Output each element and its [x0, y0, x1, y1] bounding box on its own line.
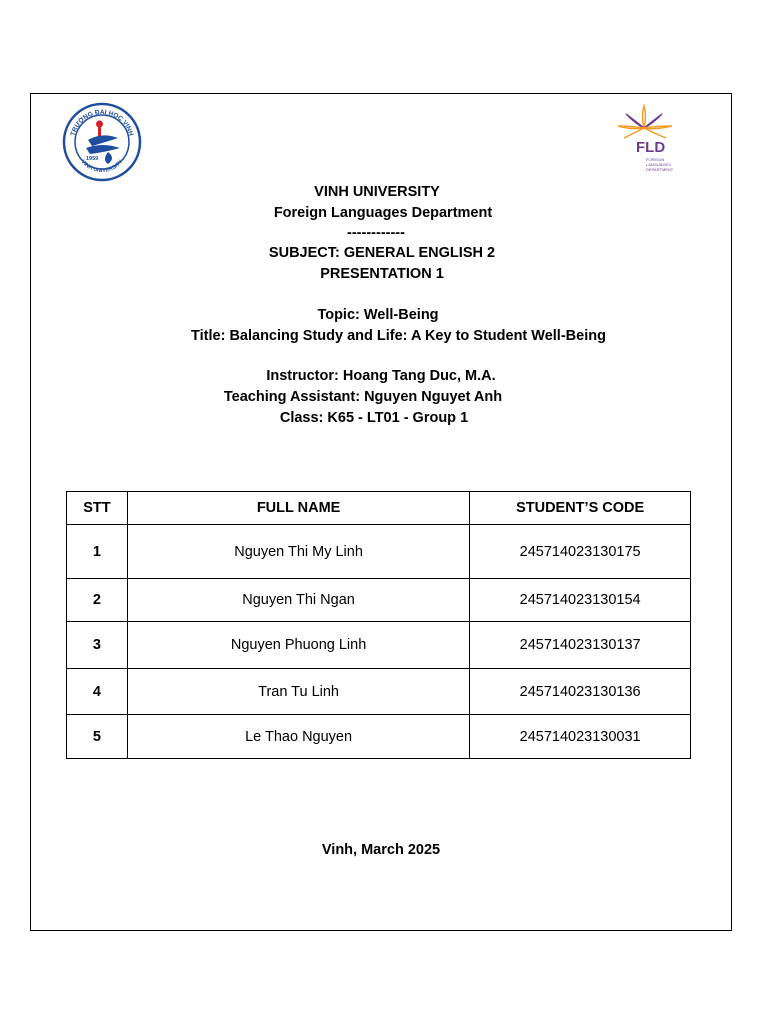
seal-bottom-text: VINH UNIVERSITY: [79, 159, 125, 175]
fld-logo: [614, 104, 692, 176]
university-name: VINH UNIVERSITY: [314, 184, 440, 200]
vinh-university-seal-logo: [62, 102, 142, 182]
table-row: [67, 715, 691, 759]
header-full-name: FULL NAME: [127, 492, 469, 525]
separator-line: ------------: [347, 225, 405, 241]
subject-line: SUBJECT: GENERAL ENGLISH 2: [268, 245, 496, 261]
presentation-line: PRESENTATION 1: [320, 266, 444, 282]
row-full-name: Nguyen Phuong Linh: [127, 622, 469, 669]
row-full-name: Tran Tu Linh: [127, 669, 469, 715]
class-line: Class: K65 - LT01 - Group 1: [279, 410, 469, 426]
svg-text:FOREIGN: FOREIGN: [646, 157, 665, 162]
department-name: Foreign Languages Department: [273, 205, 493, 221]
title-line: Title: Balancing Study and Life: A Key to Student Well-Being: [191, 328, 606, 344]
student-table: [66, 491, 691, 759]
table-header-row: [67, 492, 691, 525]
header-stt: STT: [67, 492, 128, 525]
seal-year: 1959: [86, 156, 99, 162]
table-row: [67, 579, 691, 622]
seal-top-text: TRƯỜNG ĐẠI HỌC VINH: [69, 108, 135, 137]
row-stt: 4: [67, 669, 128, 715]
svg-text:LANGUAGES: LANGUAGES: [646, 162, 671, 167]
row-student-code: 245714023130136: [470, 669, 691, 715]
table-row: [67, 525, 691, 579]
header-student-code: STUDENT’S CODE: [470, 492, 691, 525]
fld-logo-text: FLD: [636, 139, 666, 156]
table-row: [67, 622, 691, 669]
row-student-code: 245714023130031: [470, 715, 691, 759]
teaching-assistant-line: Teaching Assistant: Nguyen Nguyet Anh: [223, 389, 503, 405]
topic-line: Topic: Well-Being: [317, 307, 439, 323]
row-full-name: Nguyen Thi Ngan: [127, 579, 469, 622]
row-stt: 3: [67, 622, 128, 669]
row-stt: 2: [67, 579, 128, 622]
instructor-line: Instructor: Hoang Tang Duc, M.A.: [266, 368, 496, 384]
row-full-name: Le Thao Nguyen: [127, 715, 469, 759]
svg-text:DEPARTMENT: DEPARTMENT: [646, 167, 674, 172]
row-student-code: 245714023130137: [470, 622, 691, 669]
footer-date: Vinh, March 2025: [321, 842, 441, 858]
row-student-code: 245714023130154: [470, 579, 691, 622]
row-stt: 5: [67, 715, 128, 759]
row-full-name: Nguyen Thi My Linh: [127, 525, 469, 579]
row-stt: 1: [67, 525, 128, 579]
row-student-code: 245714023130175: [470, 525, 691, 579]
table-row: [67, 669, 691, 715]
